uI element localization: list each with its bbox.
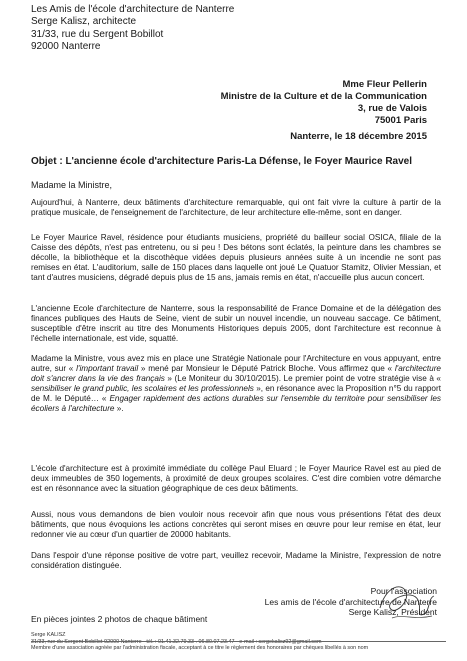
p4-text-a: Madame la Ministre, vous avez mis en place une Stratégie Nationale pour l'Architecture en vous appuyant, entre autre, sur « xyxy=(31,354,441,374)
sender-street: 31/33, rue du Sergent Bobillot xyxy=(31,28,164,40)
recipient-block xyxy=(221,79,427,127)
paragraph-strategie-nationale xyxy=(31,354,441,415)
letter-date: Nanterre, le 18 décembre 2015 xyxy=(290,131,427,142)
recipient-city: 75001 Paris xyxy=(374,115,427,126)
recipient-name: Mme Fleur Pellerin xyxy=(342,79,427,90)
footer-name: Serge KALISZ xyxy=(31,632,66,638)
paragraph-demande: Aussi, nous vous demandons de bien vouloir nous recevoir afin que nous vous présentions l'état des deux bâtiments, que nous évoquions les actions concrètes qui seront mises en œuvre pour leur remise en état, leur redonner vie au cœur d'un quartier de 20000 habitants. xyxy=(31,510,441,540)
paragraph-proximite: L'école d'architecture est à proximité immédiate du collège Paul Eluard ; le Foyer Maurice Ravel est au pied de deux immeubles de 350 logements, à proximité de deux groupes scolaires. C'est dire combien votre démarche est en résonnance avec la situation géographique de ces deux bâtiments. xyxy=(31,464,441,494)
p4-text-i: ». xyxy=(114,404,124,414)
p4-quote-engager: Engager rapidement des actions durables sur l'ensemble du territoire pour sensibiliser les écoliers à l'architecture xyxy=(31,394,442,414)
paragraph-foyer-ravel: Le Foyer Maurice Ravel, résidence pour étudiants musiciens, propriété du bailleur social OSICA, filiale de la Caisse des dépôts, n'est pas entretenu, ou si peu ! Des bétons sont éclatés, la peinture dans les chambres se décolle, la bibliothèque et la discothèque vidées depuis plusieurs années suite à un incendie ne sont pas remises en état. L'auditorium, salle de 150 places dans laquelle ont joué Le Quatuor Stamitz, Olivier Messian, et tant d'autres musiciens, dégradé depuis plus de 15 ans, jamais remis en état, n'accueille plus aucun concert. xyxy=(31,233,441,283)
sender-city: 92000 Nanterre xyxy=(31,41,101,53)
p4-quote-travail: l'important travail xyxy=(76,364,139,374)
recipient-title: Ministre de la Culture et de la Communication xyxy=(220,91,427,102)
salutation: Madame la Ministre, xyxy=(31,180,113,190)
closing-block xyxy=(265,586,437,618)
paragraph-conclusion: Dans l'espoir d'une réponse positive de votre part, veuillez recevoir, Madame la Ministre, l'expression de notre considération distinguée. xyxy=(31,551,441,571)
footer-note: Membre d'une association agréée par l'administration fiscale, acceptant à ce titre le règlement des honoraires par chèques libellés à son nom xyxy=(31,645,369,652)
attachments-note: En pièces jointes 2 photos de chaque bâtiment xyxy=(31,614,208,624)
sender-block xyxy=(31,4,234,54)
closing-signatory: Serge Kalisz, Président xyxy=(348,607,437,617)
footer-address: 31/33, rue du Sergent Bobillot-92000 Nanterre - tél. : 01.41.32.79.33 . 06.80.07.23.47 - e-mail : sergekalisz92@gmail.com xyxy=(31,638,322,645)
p4-quote-architecture: l'architecture doit s'ancrer dans la vie des français xyxy=(31,364,441,384)
closing-organization: Les amis de l'école d'architecture de Nanterre xyxy=(264,596,437,607)
p4-text-c: » mené par Monsieur le Député Patrick Bloche. Vous affirmez que « xyxy=(138,364,395,374)
p4-text-e: » (Le Moniteur du 30/10/2015). Le premier point de votre stratégie vise à « xyxy=(164,374,441,384)
sender-organization: Les Amis de l'école d'architecture de Nanterre xyxy=(31,4,235,15)
p4-text-g: », en résonance avec la Proposition n°5 du rapport de M. le Député… « xyxy=(31,384,441,404)
p4-quote-sensibiliser: sensibiliser le grand public, les scolaires et les professionnels xyxy=(31,384,254,394)
footer-divider xyxy=(31,641,446,642)
letter-subject: Objet : L'ancienne école d'architecture Paris-La Défense, le Foyer Maurice Ravel xyxy=(31,156,413,167)
closing-for-association: Pour l'association xyxy=(370,586,437,596)
recipient-street: 3, rue de Valois xyxy=(357,103,427,114)
sender-name: Serge Kalisz, architecte xyxy=(31,16,137,28)
paragraph-intro: Aujourd'hui, à Nanterre, deux bâtiments d'architecture remarquable, qui ont fait vivre la culture à partir de la pratique musicale, de l'enseignement de l'architecture, de leur architecture elle-même, sont en danger. xyxy=(31,198,441,218)
paragraph-ecole-architecture: L'ancienne Ecole d'architecture de Nanterre, sous la responsabilité de France Domaine et de la délégation des finances publiques des Hauts de Seine, vient de subir un nouvel incendie, un nouveau saccage. Ce bâtiment, susceptible d'être inscrit au titre des Monuments Historiques depuis 2005, dont l'architecture est reconnue à l'échelle internationale, est vide, squatté. xyxy=(31,304,441,344)
